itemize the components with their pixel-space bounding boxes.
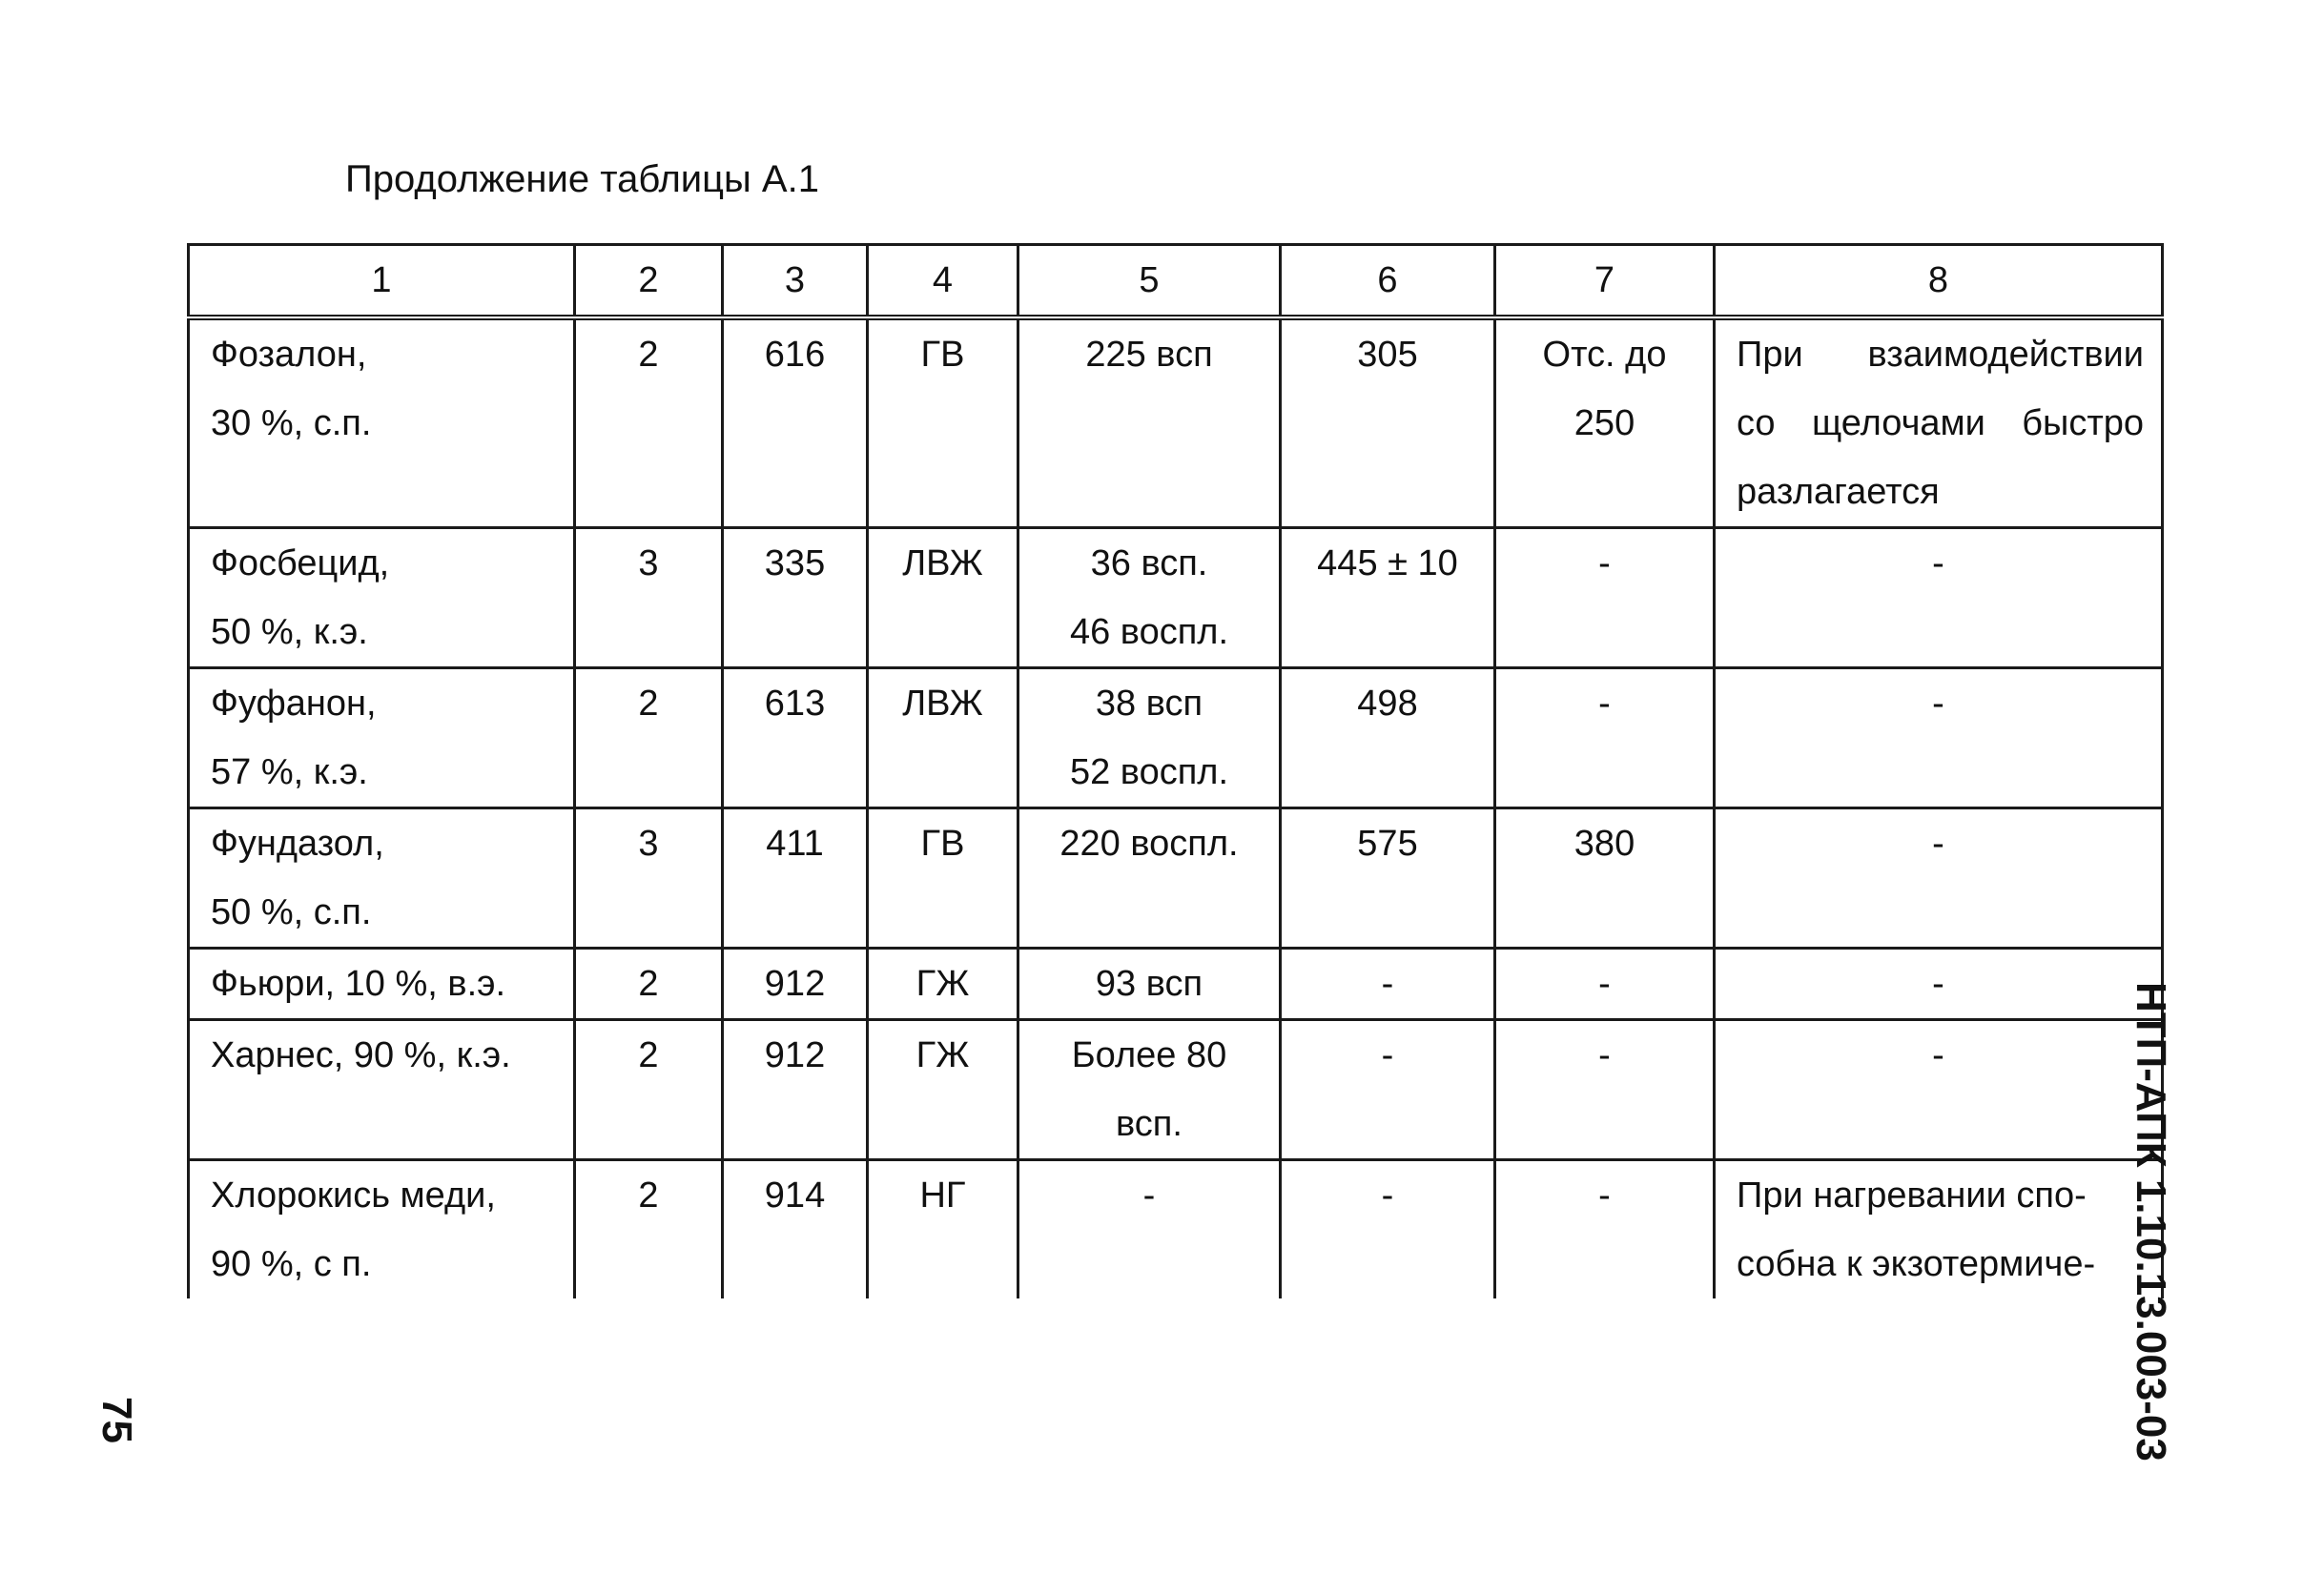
substance-name: Фуфанон, xyxy=(211,684,377,724)
cell xyxy=(1495,949,1715,1020)
cell-line: - xyxy=(1598,1175,1611,1216)
column-header: 1 xyxy=(189,245,575,318)
cell: 3 xyxy=(575,528,723,668)
cell: - xyxy=(1281,1160,1495,1299)
cell: 2 xyxy=(575,1160,723,1299)
substance-form: 90 %, с п. xyxy=(211,1244,372,1284)
substance-name: Фосбецид, xyxy=(211,543,390,583)
cell xyxy=(1715,1020,2163,1160)
substance-name: Фундазол, xyxy=(211,824,384,864)
cell xyxy=(1018,808,1281,949)
cell: ЛВЖ xyxy=(868,528,1018,668)
note-cell xyxy=(1715,1160,2163,1299)
note-line: со щелочами быстро xyxy=(1737,403,2144,443)
cell-line: 38 всп xyxy=(1095,684,1203,724)
substance-form: 50 %, к.э. xyxy=(211,612,368,652)
note-line: При нагревании спо- xyxy=(1737,1175,2087,1216)
cell-line: Более 80 xyxy=(1071,1035,1227,1075)
cell-line: - xyxy=(1932,684,1944,724)
cell: 613 xyxy=(723,668,868,808)
cell: 445 ± 10 xyxy=(1281,528,1495,668)
cell: - xyxy=(1281,1020,1495,1160)
table-row xyxy=(189,1160,2163,1299)
column-header: 3 xyxy=(723,245,868,318)
table-row xyxy=(189,808,2163,949)
substance-cell xyxy=(189,1160,575,1299)
cell xyxy=(1018,1020,1281,1160)
cell: 912 xyxy=(723,949,868,1020)
cell xyxy=(1495,317,1715,528)
table-caption: Продолжение таблицы А.1 xyxy=(345,158,819,200)
cell xyxy=(1495,528,1715,668)
table-row xyxy=(189,949,2163,1020)
cell xyxy=(1715,528,2163,668)
cell-line: всп. xyxy=(1116,1104,1183,1144)
substance-cell xyxy=(189,949,575,1020)
column-header: 2 xyxy=(575,245,723,318)
substance-cell xyxy=(189,808,575,949)
cell: 914 xyxy=(723,1160,868,1299)
cell-line: Отс. до xyxy=(1542,335,1667,375)
cell: 2 xyxy=(575,317,723,528)
substance-cell xyxy=(189,317,575,528)
column-header: 4 xyxy=(868,245,1018,318)
table-row xyxy=(189,317,2163,528)
table-row xyxy=(189,528,2163,668)
column-header: 7 xyxy=(1495,245,1715,318)
cell-line: - xyxy=(1142,1175,1156,1216)
cell: 3 xyxy=(575,808,723,949)
substance-form: 30 %, с.п. xyxy=(211,403,372,443)
note-line: При взаимодействии xyxy=(1737,335,2144,375)
cell-line: - xyxy=(1598,543,1611,583)
cell-line: - xyxy=(1932,543,1944,583)
cell-line: 46 воспл. xyxy=(1069,612,1229,652)
cell-line: - xyxy=(1932,964,1944,1004)
cell xyxy=(1018,668,1281,808)
substance-name: Фозалон, xyxy=(211,335,367,375)
cell: 2 xyxy=(575,668,723,808)
substance-cell xyxy=(189,668,575,808)
cell-line: 250 xyxy=(1573,403,1635,443)
table-row xyxy=(189,1020,2163,1160)
column-header: 6 xyxy=(1281,245,1495,318)
substance-name: Фьюри, 10 %, в.э. xyxy=(211,964,506,1004)
cell: 912 xyxy=(723,1020,868,1160)
cell-line: 52 воспл. xyxy=(1069,752,1229,792)
cell: НГ xyxy=(868,1160,1018,1299)
cell-line: - xyxy=(1598,964,1611,1004)
cell-line: - xyxy=(1598,1035,1611,1075)
cell-line: 220 воспл. xyxy=(1059,824,1239,864)
cell: ГЖ xyxy=(868,949,1018,1020)
cell xyxy=(1715,949,2163,1020)
cell: 2 xyxy=(575,949,723,1020)
note-line: собна к экзотермиче- xyxy=(1737,1244,2096,1284)
page-number: 75 xyxy=(93,1397,140,1443)
cell xyxy=(1715,808,2163,949)
cell: 2 xyxy=(575,1020,723,1160)
cell-line: - xyxy=(1932,1035,1944,1075)
cell: 335 xyxy=(723,528,868,668)
cell: ГВ xyxy=(868,808,1018,949)
cell: ГВ xyxy=(868,317,1018,528)
substance-name: Харнес, 90 %, к.э. xyxy=(211,1035,511,1075)
cell: ЛВЖ xyxy=(868,668,1018,808)
substance-form: 50 %, с.п. xyxy=(211,892,372,932)
cell-line: 36 всп. xyxy=(1090,543,1208,583)
header-row xyxy=(189,245,2163,318)
cell: 498 xyxy=(1281,668,1495,808)
cell: 575 xyxy=(1281,808,1495,949)
cell xyxy=(1495,808,1715,949)
table-row xyxy=(189,668,2163,808)
cell xyxy=(1018,949,1281,1020)
cell xyxy=(1018,528,1281,668)
cell xyxy=(1018,1160,1281,1299)
note-line: разлагается xyxy=(1737,472,1940,512)
substance-cell xyxy=(189,528,575,668)
cell xyxy=(1495,668,1715,808)
cell: 305 xyxy=(1281,317,1495,528)
substance-cell xyxy=(189,1020,575,1160)
document-code: НТП-АПК 1.10.13.003-03 xyxy=(2128,982,2174,1462)
cell-line: 225 всп xyxy=(1085,335,1213,375)
column-header: 8 xyxy=(1715,245,2163,318)
cell xyxy=(1495,1160,1715,1299)
continuation-table xyxy=(187,243,2164,1298)
cell-line: - xyxy=(1932,824,1944,864)
cell: - xyxy=(1281,949,1495,1020)
note-cell xyxy=(1715,317,2163,528)
substance-form: 57 %, к.э. xyxy=(211,752,368,792)
cell: 411 xyxy=(723,808,868,949)
cell: 616 xyxy=(723,317,868,528)
substance-name: Хлорокись меди, xyxy=(211,1175,496,1216)
cell: ГЖ xyxy=(868,1020,1018,1160)
cell xyxy=(1018,317,1281,528)
column-header: 5 xyxy=(1018,245,1281,318)
cell-line: - xyxy=(1598,684,1611,724)
cell-line: 380 xyxy=(1573,824,1635,864)
cell xyxy=(1495,1020,1715,1160)
cell xyxy=(1715,668,2163,808)
cell-line: 93 всп xyxy=(1095,964,1203,1004)
